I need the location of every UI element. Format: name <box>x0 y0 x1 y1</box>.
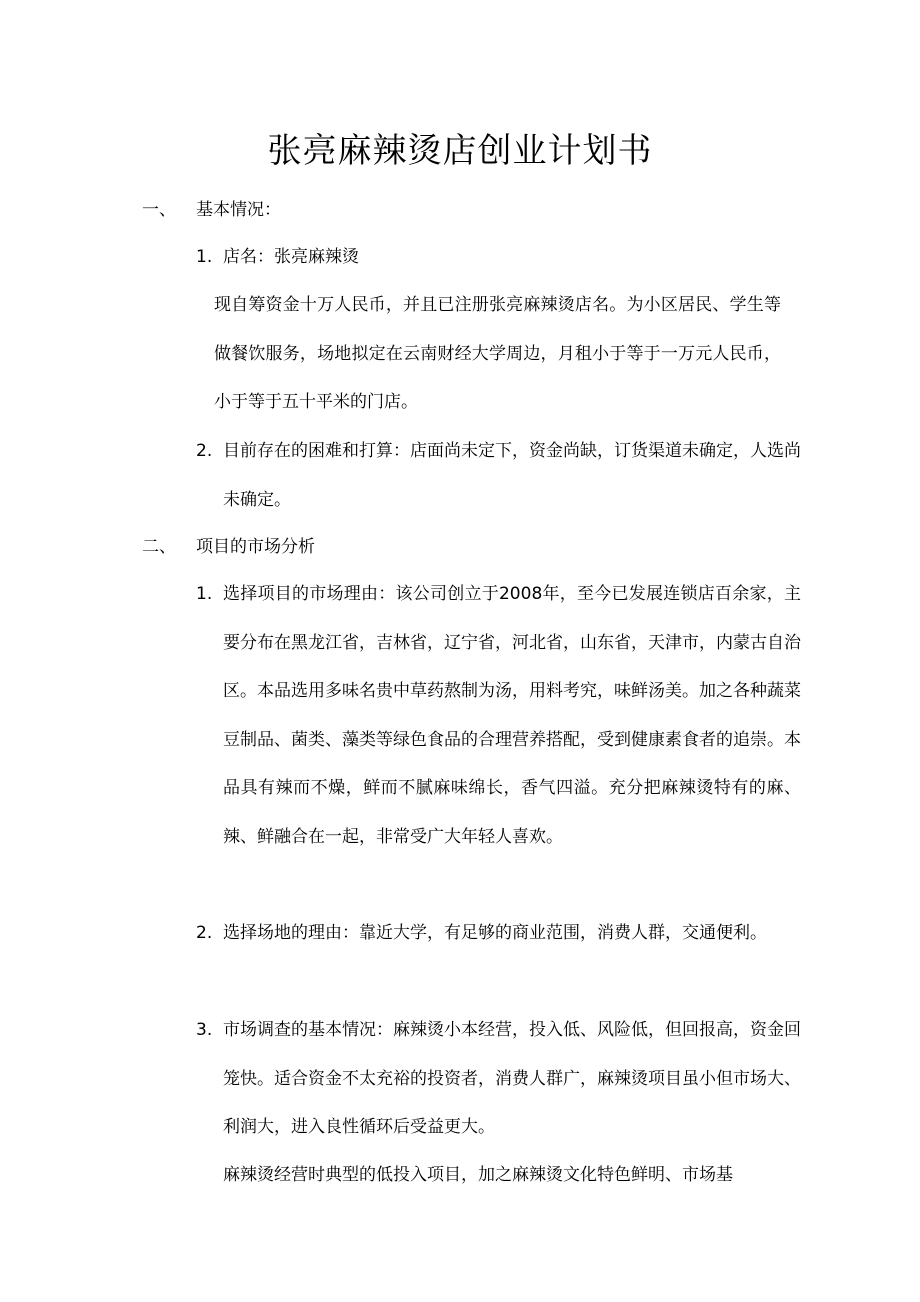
item-text: 店名：张亮麻辣烫 <box>223 247 359 267</box>
item-number: 2. <box>196 923 213 943</box>
document-title: 张亮麻辣烫店创业计划书 <box>267 131 653 171</box>
item-text: 市场调查的基本情况：麻辣烫小本经营，投入低、风险低，但回报高，资金回笼快。适合资金不太充裕的投资者，消费人群广，麻辣烫项目虽小但市场大、利润大，进入良性循环后受益更大。 <box>223 1020 801 1137</box>
list-item <box>196 427 801 524</box>
item-number: 1. <box>196 247 213 267</box>
item-number: 1. <box>196 584 213 604</box>
section-title: 基本情况： <box>196 200 281 220</box>
item-text: 选择项目的市场理由：该公司创立于2008年，至今已发展连锁店百余家，主要分布在黑龙江省，吉林省，辽宁省，河北省，山东省，天津市，内蒙古自治区。本品选用多味名贵中草药熬制为汤，用料考究，味鲜汤美。加之各种蔬菜豆制品、菌类、藻类等绿色食品的合理营养搭配，受到健康素食者的追崇。本品具有辣而不燥，鲜而不腻麻味绵长，香气四溢。充分把麻辣烫特有的麻、辣、鲜融合在一起，非常受广大年轻人喜欢。 <box>223 584 801 847</box>
section-heading-2 <box>142 535 315 559</box>
item-text: 目前存在的困难和打算：店面尚未定下，资金尚缺，订货渠道未确定，人选尚未确定。 <box>223 441 801 510</box>
item-number: 3. <box>196 1020 213 1040</box>
section-number: 二、 <box>142 537 176 557</box>
body-paragraph: 麻辣烫经营时典型的低投入项目，加之麻辣烫文化特色鲜明、市场基 <box>223 1165 733 1185</box>
list-item <box>196 233 801 282</box>
section-title: 项目的市场分析 <box>196 537 315 557</box>
body-paragraph: 现自筹资金十万人民币，并且已注册张亮麻辣烫店名。为小区居民、学生等做餐饮服务，场地拟定在云南财经大学周边，月租小于等于一万元人民币，小于等于五十平米的门店。 <box>214 295 781 412</box>
section-number: 一、 <box>142 200 176 220</box>
item-number: 2. <box>196 441 213 461</box>
list-item <box>196 909 801 958</box>
list-item <box>196 570 801 861</box>
list-item <box>196 1006 801 1152</box>
item-text: 选择场地的理由：靠近大学，有足够的商业范围，消费人群，交通便利。 <box>223 923 767 943</box>
section-heading-1 <box>142 198 281 222</box>
